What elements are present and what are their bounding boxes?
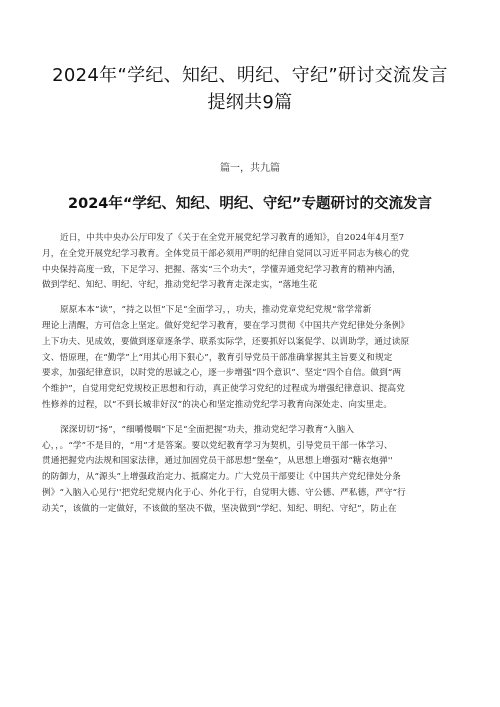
paragraph-line: 性修养的过程，以“不到长城非好汉”的决心和坚定推动党纪学习教育向深处走、向实里走。	[42, 399, 393, 410]
paragraph-line: 例》“入脑入心见行''把党纪党规内化于心、外化于行，自觉明大德、守公德、严私德，严守“行	[42, 487, 406, 498]
document-body	[42, 231, 460, 527]
document-title-line-1: 2024年“学纪、知纪、明纪、守纪”研讨交流发言	[52, 65, 448, 86]
paragraph-line: 文、悟原理，在“勤学”上“用其心用下狠心”，教育引导党员干部准确掌握其主旨要义和规定	[42, 352, 393, 363]
paragraph-line: 贯通把握党内法规和国家法律，通过加固党员干部思想“堡垒”，从思想上增强对“糖衣炮弹''	[42, 456, 393, 467]
paragraph-line: 个维护”，自觉用党纪党规校正思想和行动，真正使学习党纪的过程成为增强纪律意识、提高党	[42, 384, 406, 395]
paragraph-line: 要求，加强纪律意识，以时党的思诚之心，逐一步增强“四个意识”、坚定“四个自信。做到“两	[42, 368, 402, 379]
paragraph-line: 近日，中共中央办公厅印发了《关于在全党开展党纪学习教育的通知》，自2024年4月至7	[60, 233, 405, 243]
paragraph-line: 的防御力，从“源头”上增强政治定力、抵腐定力。广大党员干部要让《中国共产党纪律处分条	[42, 472, 401, 483]
paragraph-line: 做到学纪、知纪、明纪、守纪，推动党纪学习教育走深走实，“落地生花	[42, 280, 318, 291]
paragraph-line: 原原本本“读”，“持之以恒”下足“全面学习，，功夫，推动党章党纪党规“常学常新	[60, 305, 372, 316]
paragraph-line: 中央保持高度一致，下足学习、把握、落实“三个功夫”，学懂弄通党纪学习教育的精神内涵，	[42, 264, 401, 275]
document-title	[30, 62, 470, 116]
section-label: 篇一，共九篇	[220, 163, 280, 174]
paragraph-2	[42, 303, 460, 414]
paragraph-3	[42, 423, 460, 518]
document-title-line-2: 提纲共9篇	[207, 92, 293, 113]
paragraph-line: 上下功夫、见成效，要做到逐章逐条学、联系实际学，还要抓好以案促学、以训助学，通过读原	[42, 336, 410, 347]
paragraph-line: 理论上清醒，方可信念上坚定。做好党纪学习教育，要在学习贯彻《中国共产党纪律处分条例》	[42, 320, 410, 331]
paragraph-line: 月，在全党开展党纪学习教育。全体党员干部必须用严明的纪律自觉同以习近平同志为核心的党	[42, 248, 410, 259]
paragraph-line: 动关”，该做的一定做好，不该做的坚决不做，坚决做到“学纪、知纪、明纪、守纪”，防止在	[42, 503, 397, 514]
paragraph-line: 深深切切“扬”，“细嚼慢咽”下足“全面把握”功夫，推动党纪学习教育“入脑入	[60, 424, 355, 435]
section-heading: 2024年“学纪、知纪、明纪、守纪”专题研讨的交流发言	[68, 196, 432, 212]
paragraph-line: 心，，。“学”不是目的，“用”才是答案。要以党纪教育学习为契机，引导党员干部一体学习、	[42, 440, 393, 451]
paragraph-1	[42, 231, 460, 294]
